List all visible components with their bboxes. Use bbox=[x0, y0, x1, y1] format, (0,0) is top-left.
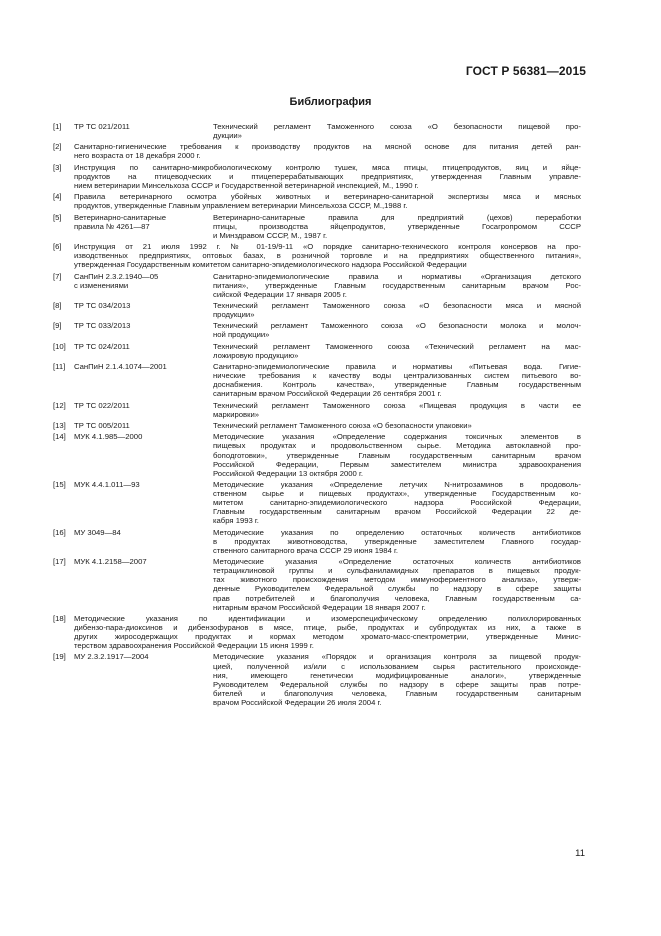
entry-text-line: него возраста от 18 декабря 2000 г. bbox=[74, 151, 201, 161]
entry-reference-line: правила № 4261—87 bbox=[74, 221, 150, 231]
entry-reference-line: Ветеринарно-санитарные bbox=[74, 212, 166, 222]
entry-text-line: тетрациклиновой группы и сульфаниламидных препаратов в пищевых продук- bbox=[213, 566, 581, 576]
entry-number: [12] bbox=[53, 400, 66, 410]
bibliography-entry bbox=[53, 401, 581, 419]
entry-text-line: ной продукции» bbox=[213, 330, 270, 340]
entry-text-line: терством здравоохранения Российской Федерации 15 июня 1999 г. bbox=[74, 641, 314, 651]
entry-number: [3] bbox=[53, 162, 62, 172]
entry-text-line: сийской Федерации 17 января 2005 г. bbox=[213, 289, 347, 299]
entry-number: [18] bbox=[53, 613, 66, 623]
entry-number: [10] bbox=[53, 341, 66, 351]
document-code: ГОСТ Р 56381—2015 bbox=[465, 64, 586, 78]
entry-text-line: Санитарно-эпидемиологические правила и нормативы «Организация детского bbox=[213, 271, 581, 281]
entry-reference-line: ТР ТС 005/2011 bbox=[74, 421, 130, 431]
entry-reference-line: МУ 2.3.2.1917—2004 bbox=[74, 652, 149, 662]
entry-text-line: и Минздравом СССР, М., 1987 г. bbox=[213, 230, 328, 240]
bibliography-entry bbox=[53, 342, 581, 360]
entry-text-line: Методические указания «Порядок и организация контроля за пищевой продук- bbox=[213, 652, 581, 662]
entry-reference bbox=[74, 652, 213, 707]
entry-text-line: Технический регламент Таможенного союза «Пищевая продукция в части ее bbox=[213, 400, 581, 410]
entry-reference bbox=[74, 342, 213, 360]
entry-text-line: митетом санитарно-эпидемиологического надзора Российской Федерации, bbox=[213, 498, 581, 508]
entry-reference-line: МУК 4.4.1.011—93 bbox=[74, 480, 140, 489]
entry-text-line: ственного санитарного врача СССР 29 июня 1984 г. bbox=[213, 545, 398, 555]
entry-reference-line: МУК 4.1.2158—2007 bbox=[74, 557, 147, 567]
entry-number: [1] bbox=[53, 122, 62, 131]
entry-description bbox=[213, 272, 581, 299]
entry-text-line: ственном сырье и пищевых продуктах», утвержденные Государственным ко- bbox=[213, 489, 581, 499]
entry-reference bbox=[74, 557, 213, 612]
entry-text-line: изводственных предприятиях, оптовых базах, в розничной торговле и на предприятиях общественного питания», bbox=[74, 251, 581, 261]
entry-text-line: санитарным врачом Российской Федерации 26 сентября 2001 г. bbox=[213, 389, 442, 399]
entry-number: [14] bbox=[53, 432, 66, 442]
bibliography-entry bbox=[53, 421, 581, 430]
entry-text-line: Методические указания «Определение летучих N-нитрозаминов в продоволь- bbox=[213, 480, 581, 489]
entry-text-line: боподготовки», утвержденные Главным государственным санитарным врачом bbox=[213, 450, 581, 460]
entry-text-line: нические требования к качеству воды централизованных систем питьевого во- bbox=[213, 371, 581, 381]
bibliography-entry bbox=[53, 528, 581, 555]
entry-text-line: денные Руководителем Федеральной службы по надзору в сфере защиты bbox=[213, 584, 581, 594]
entry-number: [9] bbox=[53, 321, 62, 331]
entry-text-line: в продуктах животноводства, утвержденные заместителем Главного государ- bbox=[213, 536, 581, 546]
entry-reference bbox=[74, 321, 213, 339]
entry-text-line: ложировую продукцию» bbox=[213, 350, 299, 360]
entry-number: [13] bbox=[53, 421, 66, 431]
bibliography-entry bbox=[53, 272, 581, 299]
entry-text-line: Технический регламент Таможенного союза «О безопасности молока и молоч- bbox=[213, 321, 581, 331]
entry-reference-line: ТР ТС 033/2013 bbox=[74, 321, 131, 331]
entry-text-line: дукции» bbox=[213, 131, 242, 141]
entry-text-line: цией, полученной из/или с использованием сырья растительного происхожде- bbox=[213, 661, 581, 671]
entry-description bbox=[213, 301, 581, 319]
entry-text-line: Методические указания по определению остаточных количеств антибиотиков bbox=[213, 527, 581, 537]
entry-text-line: Методические указания «Определение остаточных количеств антибиотиков bbox=[213, 557, 581, 567]
entry-reference-line: МУ 3049—84 bbox=[74, 527, 121, 537]
bibliography-list bbox=[53, 122, 581, 709]
entry-reference bbox=[74, 213, 213, 240]
page-number: 11 bbox=[575, 848, 585, 859]
entry-reference-line: СанПиН 2.3.2.1940—05 bbox=[74, 271, 159, 281]
entry-text-line: Руководителем Федеральной службы по надзору в сфере защиты прав потре- bbox=[213, 679, 581, 689]
entry-text-line: нитарным врачом Российской Федерации 18 января 2007 г. bbox=[213, 602, 426, 612]
entry-description bbox=[213, 421, 581, 430]
entry-text-line: бителей и благополучия человека, Главным государственным санитарным bbox=[213, 688, 581, 698]
entry-description bbox=[213, 362, 581, 398]
entry-reference bbox=[74, 528, 213, 555]
bibliography-entry bbox=[53, 652, 581, 707]
entry-text-line: Главным государственным санитарным врачом Российской Федерации 22 де- bbox=[213, 507, 581, 517]
entry-reference-line: с изменениями bbox=[74, 280, 129, 290]
bibliography-entry bbox=[53, 557, 581, 612]
entry-description bbox=[213, 432, 581, 477]
entry-reference bbox=[74, 432, 213, 477]
entry-reference bbox=[74, 272, 213, 299]
entry-description bbox=[74, 142, 581, 160]
entry-description bbox=[213, 652, 581, 707]
entry-text-line: Инструкция от 21 июля 1992 г. № 01-19/9-11 «О порядке санитарно-технического контроля консервов на про- bbox=[74, 242, 581, 252]
entry-text-line: Технический регламент Таможенного союза «О безопасности упаковки» bbox=[213, 421, 472, 431]
entry-description bbox=[213, 480, 581, 525]
entry-number: [5] bbox=[53, 212, 62, 222]
entry-number: [15] bbox=[53, 480, 66, 489]
entry-description bbox=[213, 342, 581, 360]
bibliography-entry bbox=[53, 614, 581, 650]
entry-text-line: продукции» bbox=[213, 310, 255, 320]
entry-text-line: тах животного происхождения методом иммуноферментного анализа», утверж- bbox=[213, 575, 581, 585]
bibliography-entry bbox=[53, 192, 581, 210]
entry-text-line: продуктов, утвержденные Главным управлением ветеринарии Минсельхоза СССР, М.,1988 г. bbox=[74, 201, 408, 211]
entry-text-line: Технический регламент Таможенного союза «Технический регламент на мас- bbox=[213, 341, 581, 351]
entry-reference-line: ТР ТС 034/2013 bbox=[74, 301, 131, 310]
entry-number: [16] bbox=[53, 527, 66, 537]
entry-text-line: ния, имеющего генетически модифицированные аналоги», утвержденные bbox=[213, 670, 581, 680]
entry-reference bbox=[74, 362, 213, 398]
entry-text-line: прав потребителей и благополучия человека, Главным государственным са- bbox=[213, 593, 581, 603]
entry-reference-line: ТР ТС 022/2011 bbox=[74, 400, 130, 410]
entry-text-line: птицы, производства яйцепродуктов, утвержденные Госагропромом СССР bbox=[213, 221, 581, 231]
entry-text-line: Инструкция по санитарно-микробиологическому контролю тушек, мяса птицы, птицепродуктов, яиц и яйце- bbox=[74, 162, 581, 172]
bibliography-entry bbox=[53, 213, 581, 240]
entry-number: [6] bbox=[53, 242, 62, 252]
bibliography-entry bbox=[53, 301, 581, 319]
entry-text-line: кабря 1993 г. bbox=[213, 516, 259, 526]
entry-text-line: нием ветеринарии Минсельхоза СССР и Государственной ветеринарной инспекцией, М., 1990 г. bbox=[74, 180, 419, 190]
page-title: Библиография bbox=[289, 96, 372, 108]
entry-description bbox=[74, 192, 581, 210]
entry-text-line: питания», утвержденные Главным государственным санитарным врачом Рос- bbox=[213, 280, 581, 290]
entry-reference bbox=[74, 480, 213, 525]
bibliography-entry bbox=[53, 321, 581, 339]
entry-description bbox=[213, 321, 581, 339]
entry-reference bbox=[74, 301, 213, 319]
entry-number: [2] bbox=[53, 142, 62, 152]
entry-description bbox=[213, 401, 581, 419]
entry-description bbox=[74, 614, 581, 650]
entry-text-line: Правила ветеринарного осмотра убойных животных и ветеринарно-санитарной экспертизы мяса и мясных bbox=[74, 192, 581, 202]
entry-text-line: пищевых продуктах и продовольственном сырье. Методика автоклавной про- bbox=[213, 441, 581, 451]
entry-number: [4] bbox=[53, 192, 62, 202]
entry-text-line: маркировки» bbox=[213, 409, 260, 419]
bibliography-entry bbox=[53, 163, 581, 190]
entry-text-line: продуктов на птицеводческих и птицеперерабатывающих предприятиях, утвержденная Главным управле- bbox=[74, 171, 581, 181]
entry-description bbox=[213, 557, 581, 612]
entry-text-line: Методические указания «Определение содержания токсичных элементов в bbox=[213, 432, 581, 442]
entry-text-line: Санитарно-гигиенические требования к производству продуктов на мясной основе для питания детей ран- bbox=[74, 142, 581, 152]
entry-description bbox=[213, 122, 581, 140]
entry-number: [17] bbox=[53, 557, 66, 567]
bibliography-entry bbox=[53, 122, 581, 140]
entry-number: [7] bbox=[53, 271, 62, 281]
bibliography-entry bbox=[53, 142, 581, 160]
entry-text-line: Технический регламент Таможенного союза «О безопасности мяса и мясной bbox=[213, 301, 581, 310]
entry-text-line: других жиросодержащих продуктах и кормах методом хромато-масс-спектрометрии, утвержденные Минис- bbox=[74, 632, 581, 642]
entry-text-line: врачом Российской Федерации 26 июля 2004 г. bbox=[213, 697, 382, 707]
entry-description bbox=[213, 213, 581, 240]
entry-text-line: дибензо-пара-диоксинов и дибензофуранов в мясе, птице, рыбе, продуктах и субпродуктах из них, а также в bbox=[74, 622, 581, 632]
entry-text-line: Российской Федерации, Первым заместителем министра здравоохранения bbox=[213, 459, 581, 469]
bibliography-entry bbox=[53, 362, 581, 398]
entry-text-line: доснабжения. Контроль качества», утвержденные Главным государственным bbox=[213, 380, 581, 390]
bibliography-entry bbox=[53, 242, 581, 269]
entry-text-line: Российской Федерации 13 октября 2000 г. bbox=[213, 468, 363, 478]
entry-reference bbox=[74, 401, 213, 419]
entry-text-line: Методические указания по идентификации и изомерспецифическому определению полихлорированных bbox=[74, 613, 581, 623]
entry-text-line: Санитарно-эпидемиологические правила и нормативы «Питьевая вода. Гигие- bbox=[213, 362, 581, 372]
entry-reference-line: ТР ТС 024/2011 bbox=[74, 341, 130, 351]
entry-text-line: Технический регламент Таможенного союза «О безопасности пищевой про- bbox=[213, 122, 581, 131]
entry-number: [19] bbox=[53, 652, 66, 662]
entry-number: [11] bbox=[53, 362, 66, 372]
entry-description bbox=[213, 528, 581, 555]
entry-reference bbox=[74, 421, 213, 430]
entry-description bbox=[74, 242, 581, 269]
entry-description bbox=[74, 163, 581, 190]
entry-text-line: Ветеринарно-санитарные правила для предприятий (цехов) переработки bbox=[213, 212, 581, 222]
bibliography-entry bbox=[53, 432, 581, 477]
entry-reference-line: ТР ТС 021/2011 bbox=[74, 122, 130, 131]
entry-reference bbox=[74, 122, 213, 140]
entry-text-line: утвержденная Государственным комитетом санитарно-эпидемиологического надзора Российской Федерации bbox=[74, 260, 467, 270]
entry-reference-line: МУК 4.1.985—2000 bbox=[74, 432, 143, 442]
bibliography-entry bbox=[53, 480, 581, 525]
entry-reference-line: СанПиН 2.1.4.1074—2001 bbox=[74, 362, 167, 372]
entry-number: [8] bbox=[53, 301, 62, 310]
